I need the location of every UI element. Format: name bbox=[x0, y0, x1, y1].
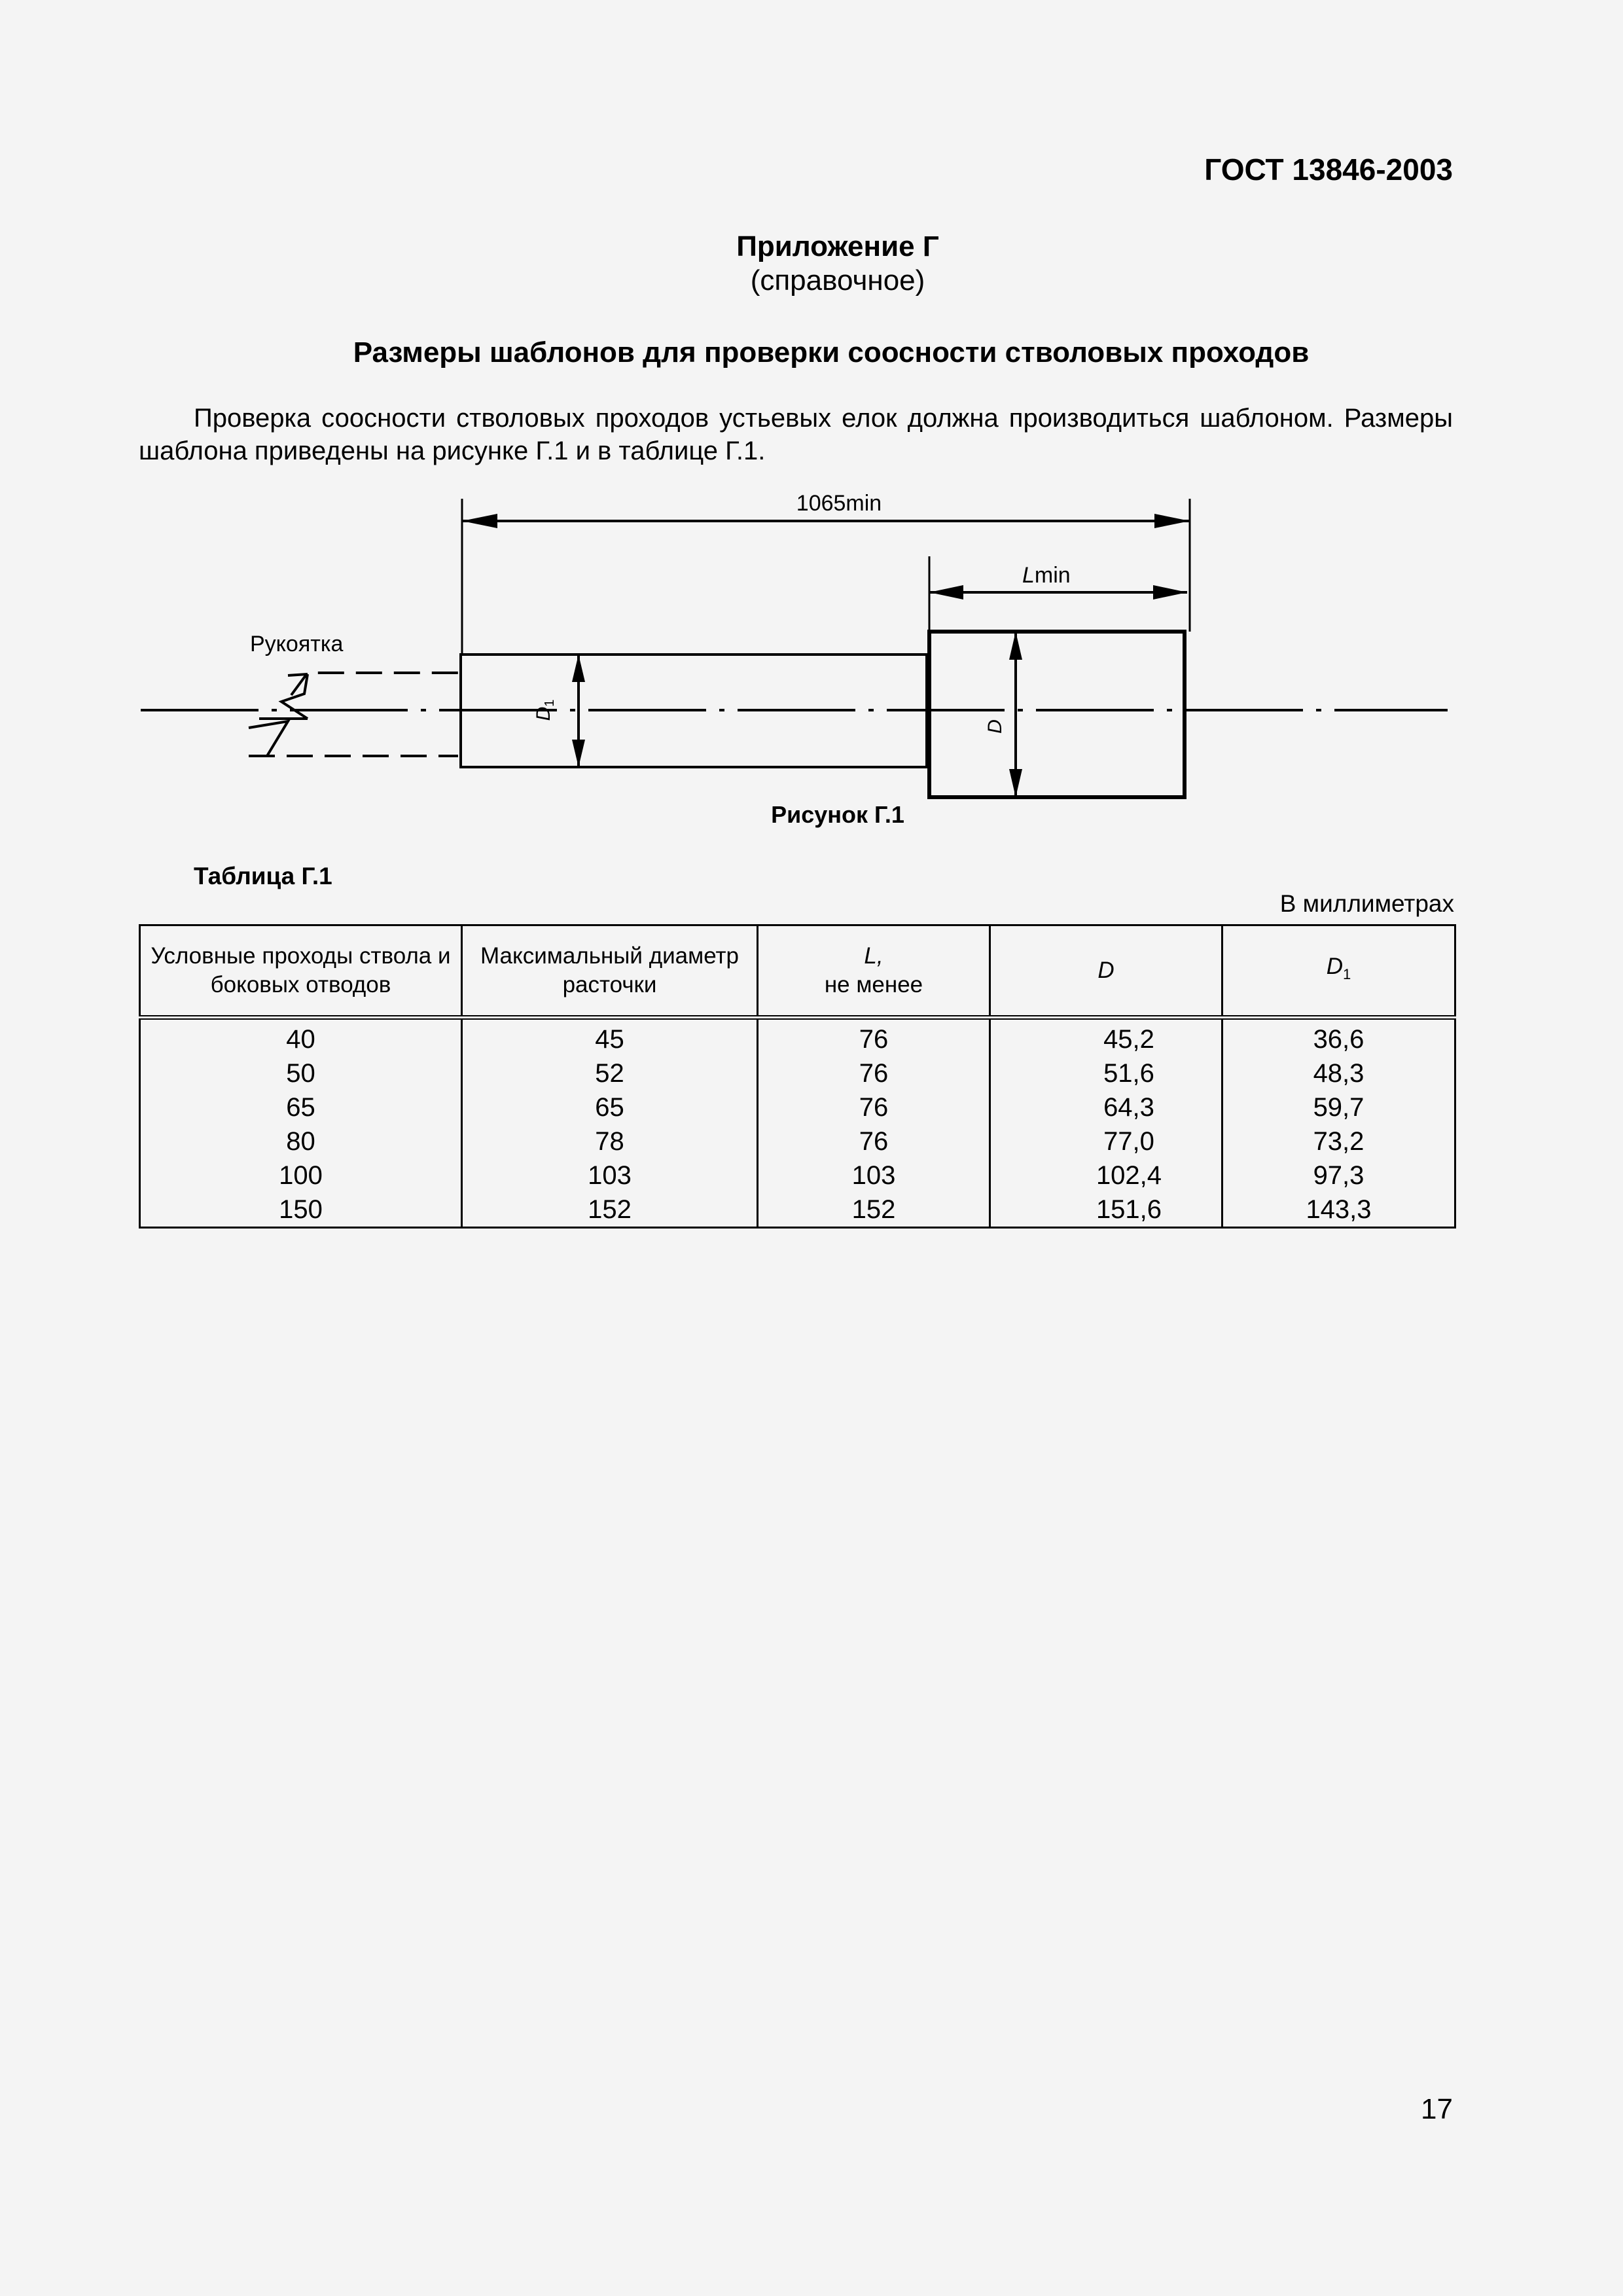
cell-d1: 97,3 bbox=[1222, 1158, 1455, 1193]
dimension-d1-label: $D_1$ bbox=[533, 699, 557, 721]
table-row bbox=[140, 1090, 1455, 1124]
handle-shape bbox=[249, 673, 458, 756]
dimension-1065-label: 1065min bbox=[796, 491, 882, 516]
cell-d1: 73,2 bbox=[1222, 1124, 1455, 1158]
table-units: В миллиметрах bbox=[1279, 890, 1454, 917]
cell-d: 45,2 bbox=[990, 1018, 1222, 1057]
header-l-letter: L, bbox=[864, 943, 883, 969]
header-l-text: не менее bbox=[824, 972, 923, 997]
header-max-bore-diameter: Максимальный диаметр расточки bbox=[462, 925, 758, 1018]
cell-d: 64,3 bbox=[990, 1090, 1222, 1124]
section-heading: Размеры шаблонов для проверки соосности стволовых проходов bbox=[353, 336, 1310, 368]
cell-max-bore: 78 bbox=[462, 1124, 758, 1158]
cell-max-bore: 65 bbox=[462, 1090, 758, 1124]
appendix-subtitle: (справочное) bbox=[750, 264, 925, 296]
cell-l: 103 bbox=[758, 1158, 990, 1193]
table-header-row bbox=[140, 925, 1455, 1018]
figure-caption: Рисунок Г.1 bbox=[771, 801, 904, 828]
cell-d: 77,0 bbox=[990, 1124, 1222, 1158]
table-row bbox=[140, 1158, 1455, 1193]
cell-l: 76 bbox=[758, 1090, 990, 1124]
dimension-d-label: D bbox=[984, 719, 1006, 734]
cell-max-bore: 45 bbox=[462, 1018, 758, 1057]
cell-l: 76 bbox=[758, 1124, 990, 1158]
cell-d: 102,4 bbox=[990, 1158, 1222, 1193]
table-row bbox=[140, 1193, 1455, 1228]
header-d: D bbox=[990, 925, 1222, 1018]
cell-nominal: 50 bbox=[140, 1056, 462, 1090]
cell-nominal: 40 bbox=[140, 1018, 462, 1057]
cell-nominal: 100 bbox=[140, 1158, 462, 1193]
cell-d1: 36,6 bbox=[1222, 1018, 1455, 1057]
appendix-title: Приложение Г bbox=[736, 230, 939, 262]
cell-nominal: 65 bbox=[140, 1090, 462, 1124]
cell-d1: 143,3 bbox=[1222, 1193, 1455, 1228]
cell-nominal: 150 bbox=[140, 1193, 462, 1228]
cell-max-bore: 103 bbox=[462, 1158, 758, 1193]
standard-header: ГОСТ 13846-2003 bbox=[1204, 152, 1453, 187]
template-drawing bbox=[0, 484, 1623, 831]
table-row bbox=[140, 1124, 1455, 1158]
cell-nominal: 80 bbox=[140, 1124, 462, 1158]
cell-d: 151,6 bbox=[990, 1193, 1222, 1228]
handle-label: Рукоятка bbox=[250, 632, 344, 656]
cell-max-bore: 52 bbox=[462, 1056, 758, 1090]
cell-d1: 48,3 bbox=[1222, 1056, 1455, 1090]
cell-d1: 59,7 bbox=[1222, 1090, 1455, 1124]
dimension-lmin-label: Lmin bbox=[1022, 563, 1071, 588]
table-row bbox=[140, 1018, 1455, 1057]
cell-l: 76 bbox=[758, 1018, 990, 1057]
page-number: 17 bbox=[1421, 2093, 1453, 2125]
body-d bbox=[929, 632, 1185, 797]
cell-max-bore: 152 bbox=[462, 1193, 758, 1228]
cell-d: 51,6 bbox=[990, 1056, 1222, 1090]
cell-l: 152 bbox=[758, 1193, 990, 1228]
body-paragraph: Проверка соосности стволовых проходов устьевых елок должна производиться шаблоном. Размеры шаблона приведены на рисунке Г.1 и в таблице Г.1. bbox=[139, 404, 1453, 465]
header-nominal-bore: Условные проходы ствола и боковых отводов bbox=[140, 925, 462, 1018]
dimensions-table bbox=[139, 924, 1456, 1229]
cell-l: 76 bbox=[758, 1056, 990, 1090]
table-row bbox=[140, 1056, 1455, 1090]
table-label: Таблица Г.1 bbox=[194, 863, 332, 889]
header-l bbox=[758, 925, 990, 1018]
header-d1: $D_1$ bbox=[1222, 925, 1455, 1018]
